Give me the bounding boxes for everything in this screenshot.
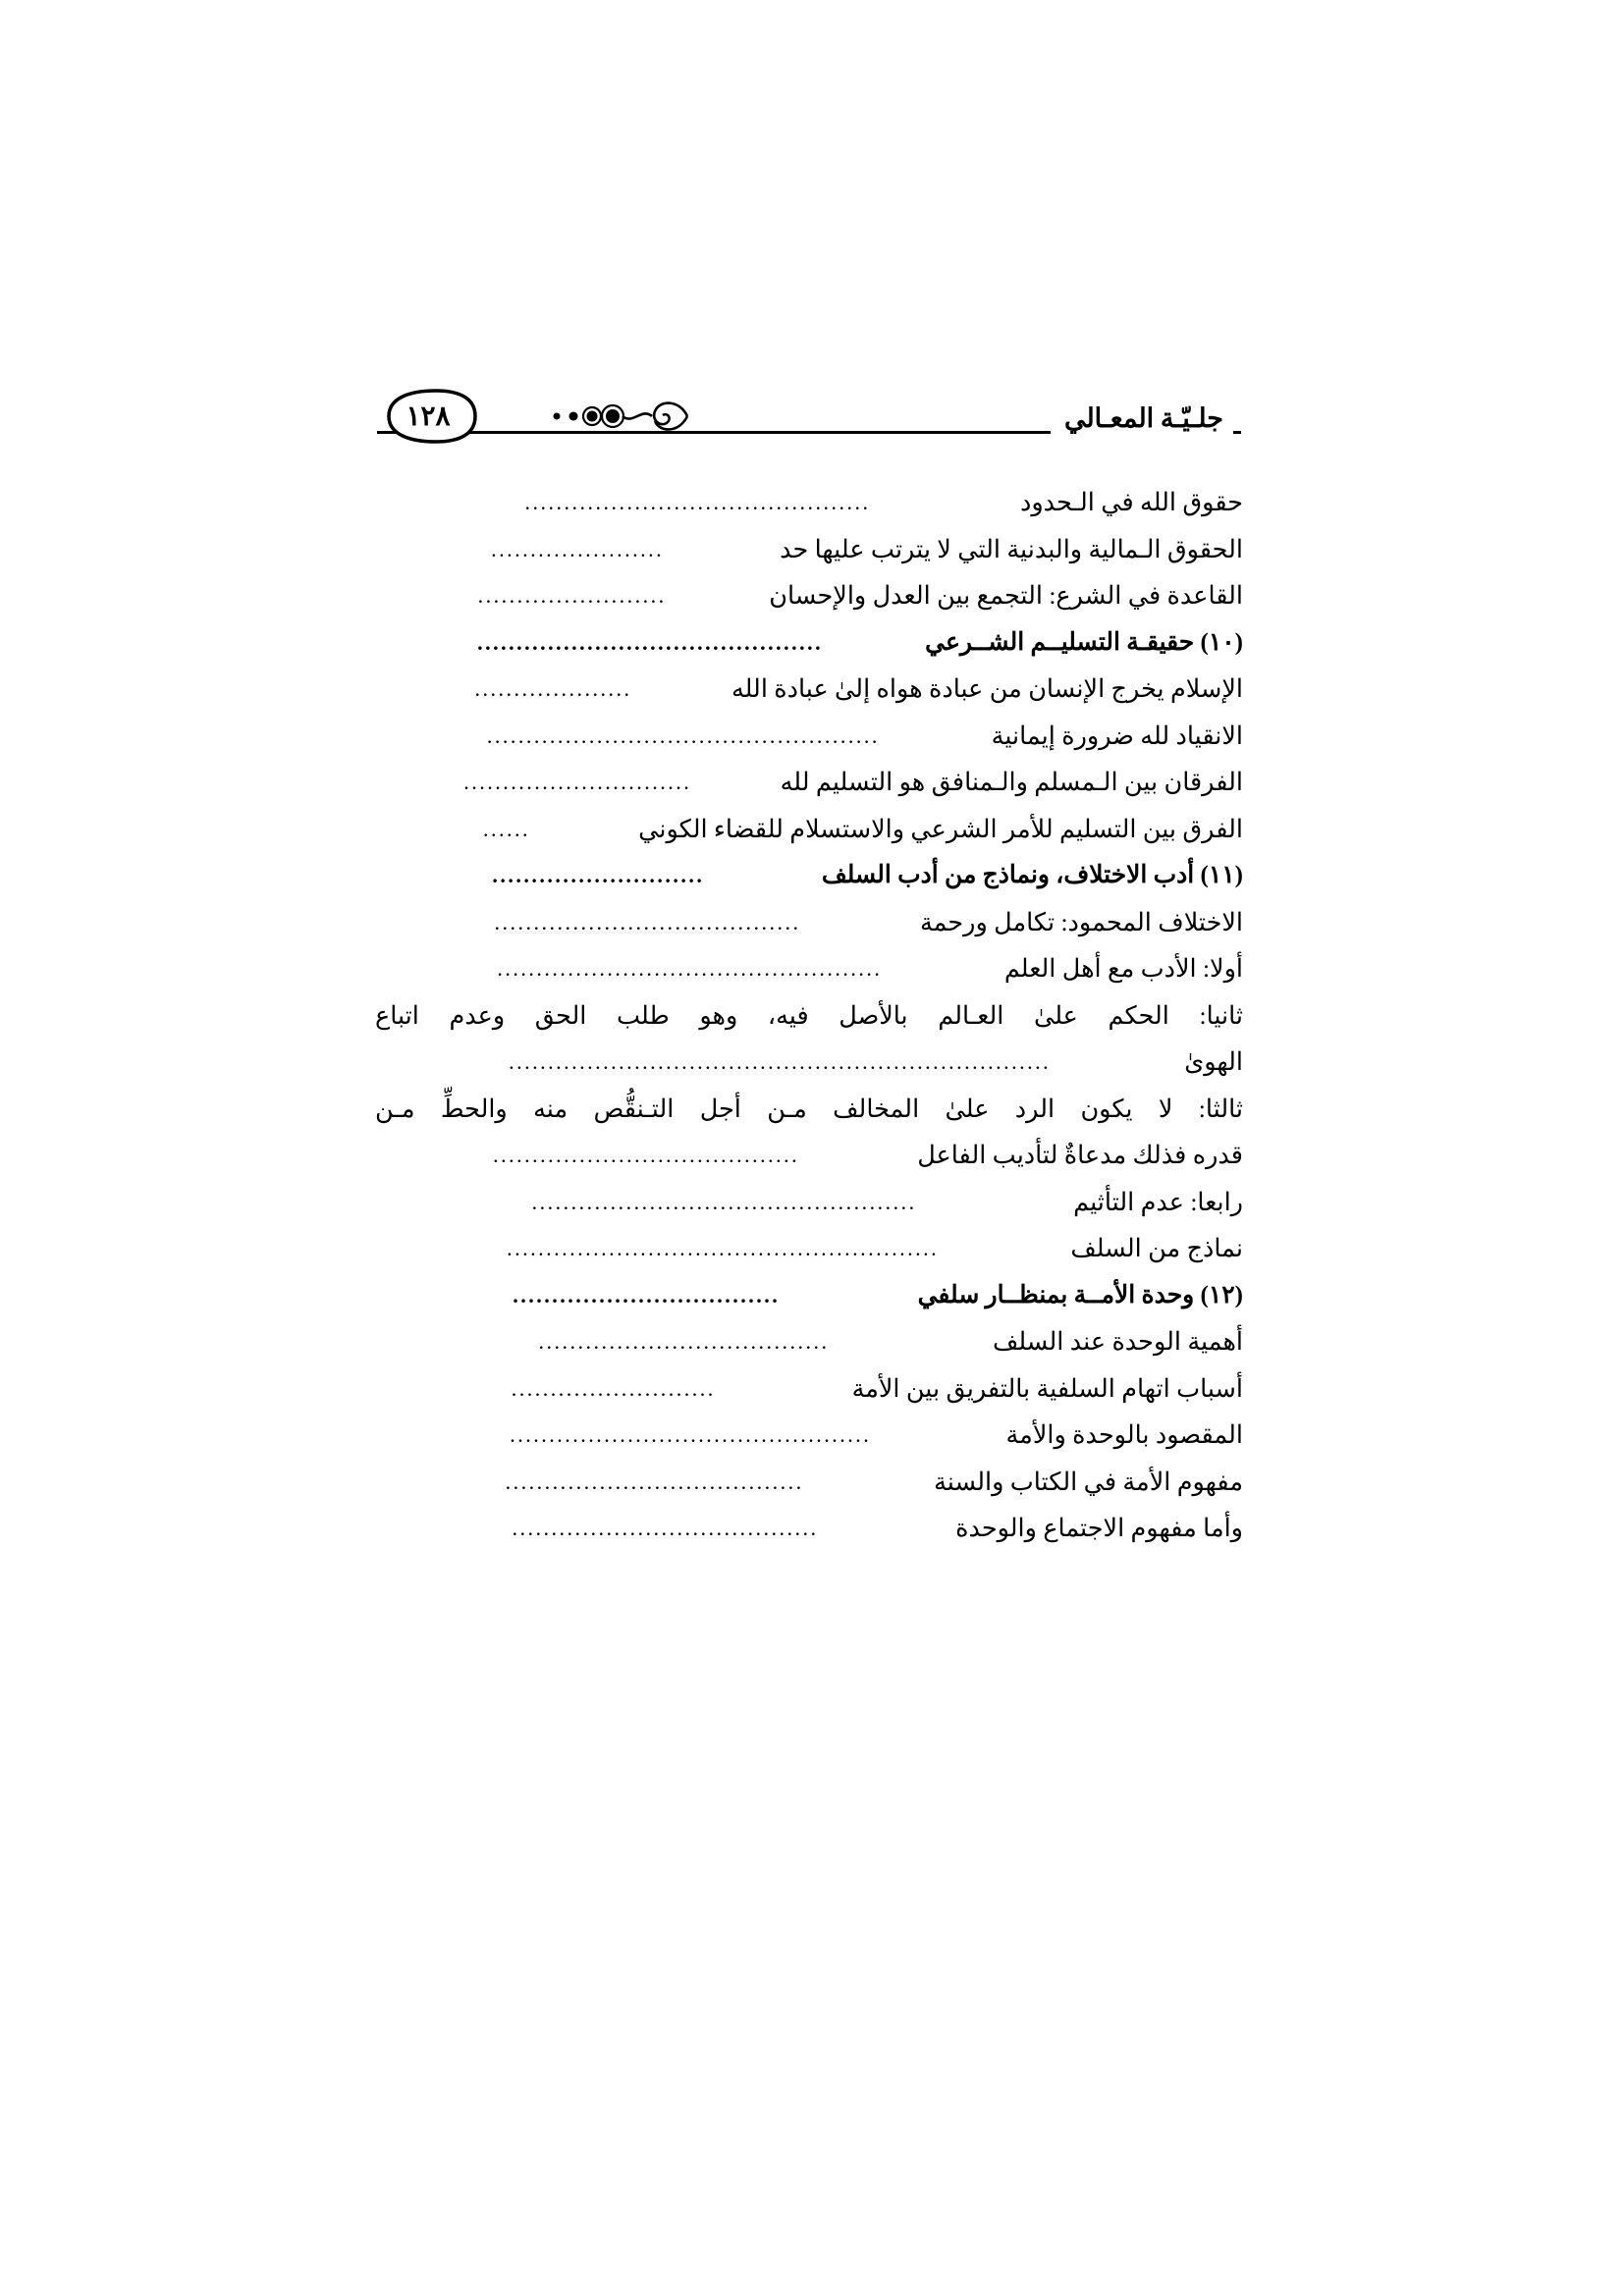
toc-entry-page: [375, 1225, 1243, 1272]
toc-entry-page: [375, 1459, 1243, 1506]
toc-entry-label: حقوق الله في الـحدود: [1020, 488, 1243, 516]
book-title: جلـيّـة المعـالي: [1051, 401, 1233, 435]
toc-entry[interactable]: [375, 572, 1243, 619]
toc-entry[interactable]: [375, 852, 1243, 899]
toc-entry-page: [375, 852, 1243, 899]
toc-entry[interactable]: [375, 1505, 1243, 1552]
toc-entry-page: [375, 1318, 1243, 1365]
leader-dots: ..................................: [513, 1282, 781, 1308]
toc-entry-label: الانقياد لله ضرورة إيمانية: [991, 721, 1243, 750]
leader-dots: .................................................: [531, 1189, 917, 1214]
toc-entry[interactable]: [375, 1272, 1243, 1319]
toc-entry[interactable]: [375, 1225, 1243, 1272]
toc-entry-label: رابعا: عدم التأثيم: [1073, 1187, 1243, 1216]
toc-entry[interactable]: [375, 526, 1243, 573]
leader-dots: ......................................: [505, 1468, 804, 1494]
toc-entry-page: [375, 1039, 1243, 1086]
toc-entry[interactable]: [375, 945, 1243, 992]
toc-entry-label: ثالثا: لا يكون الرد علىٰ المخالف مـن أجل التـنقُّص منه والحطِّ مـن: [375, 1094, 1243, 1123]
leader-dots: ...........................: [492, 863, 705, 887]
toc-entry-label: وأما مفهوم الاجتماع والوحدة: [955, 1514, 1243, 1542]
toc-entry-page: [375, 526, 1243, 573]
leader-dots: .....................................: [538, 1329, 830, 1354]
toc-entry-label: أهمية الوحدة عند السلف: [992, 1327, 1243, 1356]
toc-entry[interactable]: [375, 479, 1243, 526]
toc-entry[interactable]: [375, 666, 1243, 713]
toc-entry-page: [375, 572, 1243, 619]
leader-dots: ..........................: [511, 1375, 716, 1401]
leader-dots: .......................................: [512, 1516, 819, 1540]
leader-dots: ....................: [474, 676, 632, 701]
toc-entry-page: [375, 1179, 1243, 1226]
toc-entry-page: [375, 1272, 1243, 1319]
toc-entry[interactable]: [375, 1412, 1243, 1459]
toc-entry-label: أسباب اتهام السلفية بالتفريق بين الأمة: [851, 1373, 1243, 1403]
toc-entry-label: الفرقان بين الـمسلم والـمنافق هو التسليم لله: [780, 768, 1243, 796]
toc-entry-label: أولا: الأدب مع أهل العلم: [1003, 954, 1243, 983]
leader-dots: .......................................: [493, 1143, 800, 1167]
toc-entry[interactable]: [375, 806, 1243, 853]
toc-entry[interactable]: [375, 1318, 1243, 1365]
leader-dots: ........................: [477, 583, 667, 608]
toc-entry-page: [375, 1505, 1243, 1552]
leader-dots: ......................: [491, 536, 665, 561]
toc-entry[interactable]: [375, 1459, 1243, 1506]
toc-entry[interactable]: [375, 899, 1243, 946]
leader-dots: ............................................: [524, 490, 871, 514]
toc-entry-page: [375, 1365, 1243, 1413]
toc-entry-label: المقصود بالوحدة والأمة: [1005, 1420, 1243, 1449]
leader-dots: .............................: [463, 770, 692, 794]
toc-entry-label: الاختلاف المحمود: تكامل ورحمة: [920, 907, 1243, 936]
toc-entry-page: [375, 619, 1243, 667]
toc-entry-page: [375, 713, 1243, 760]
leader-dots: ..................................................: [486, 722, 880, 748]
toc-entry[interactable]: [375, 759, 1243, 806]
ornamental-divider-icon: [495, 394, 691, 439]
page-number-badge: [377, 388, 479, 445]
toc-entry-label: الهوىٰ: [1184, 1047, 1243, 1076]
toc-entry-label: (١٠) حقيقـة التسليــم الشــرعي: [925, 628, 1243, 656]
toc-entry[interactable]: [375, 1365, 1243, 1413]
toc-entry-page: [375, 479, 1243, 526]
toc-entry-page: [375, 945, 1243, 992]
toc-entry-label: ثانيا: الحكم علىٰ العـالم بالأصل فيه، وهو طلب الحق وعدم اتباع: [375, 1000, 1243, 1030]
toc-entry-continuation[interactable]: [375, 1132, 1243, 1179]
page-header: [377, 388, 1241, 456]
toc-entry-page: [375, 759, 1243, 806]
toc-entry-page: [375, 899, 1243, 946]
leader-dots: ..............................................: [510, 1422, 872, 1447]
toc-entry-page: [375, 1412, 1243, 1459]
toc-entry-continuation[interactable]: [375, 1039, 1243, 1086]
leader-dots: .......................................: [494, 909, 801, 934]
toc-entry-label: نماذج من السلف: [1070, 1234, 1243, 1262]
table-of-contents: [375, 479, 1243, 1552]
toc-entry[interactable]: [375, 1086, 1243, 1133]
leader-dots: .....................................................................: [509, 1049, 1052, 1074]
leader-dots: ......: [483, 816, 531, 841]
leader-dots: ............................................: [477, 629, 824, 655]
toc-entry-label: (١١) أدب الاختلاف، ونماذج من أدب السلف: [821, 862, 1243, 888]
toc-entry[interactable]: [375, 992, 1243, 1040]
page-number: ١٢٨: [406, 401, 451, 432]
leader-dots: .................................................: [497, 956, 883, 981]
toc-entry[interactable]: [375, 1179, 1243, 1226]
toc-entry-label: القاعدة في الشرع: التجمع بين العدل والإحسان: [769, 581, 1243, 610]
toc-entry[interactable]: [375, 713, 1243, 760]
toc-entry-page: [375, 666, 1243, 713]
toc-entry-page: [375, 1132, 1243, 1179]
leader-dots: .......................................................: [507, 1236, 940, 1260]
toc-entry[interactable]: [375, 619, 1243, 667]
toc-entry-label: الحقوق الـمالية والبدنية التي لا يترتب عليها حد: [780, 534, 1243, 563]
toc-entry-label: مفهوم الأمة في الكتاب والسنة: [934, 1467, 1243, 1496]
toc-entry-label: الفرق بين التسليم للأمر الشرعي والاستسلام للقضاء الكوني: [638, 814, 1243, 843]
toc-entry-label: الإسلام يخرج الإنسان من عبادة هواه إلىٰ عبادة الله: [731, 674, 1243, 703]
toc-entry-label: (١٢) وحدة الأمــة بمنظــار سلفي: [917, 1281, 1243, 1308]
toc-entry-label: قدره فذلك مدعاةٌ لتأديب الفاعل: [917, 1141, 1243, 1169]
toc-entry-page: [375, 806, 1243, 853]
